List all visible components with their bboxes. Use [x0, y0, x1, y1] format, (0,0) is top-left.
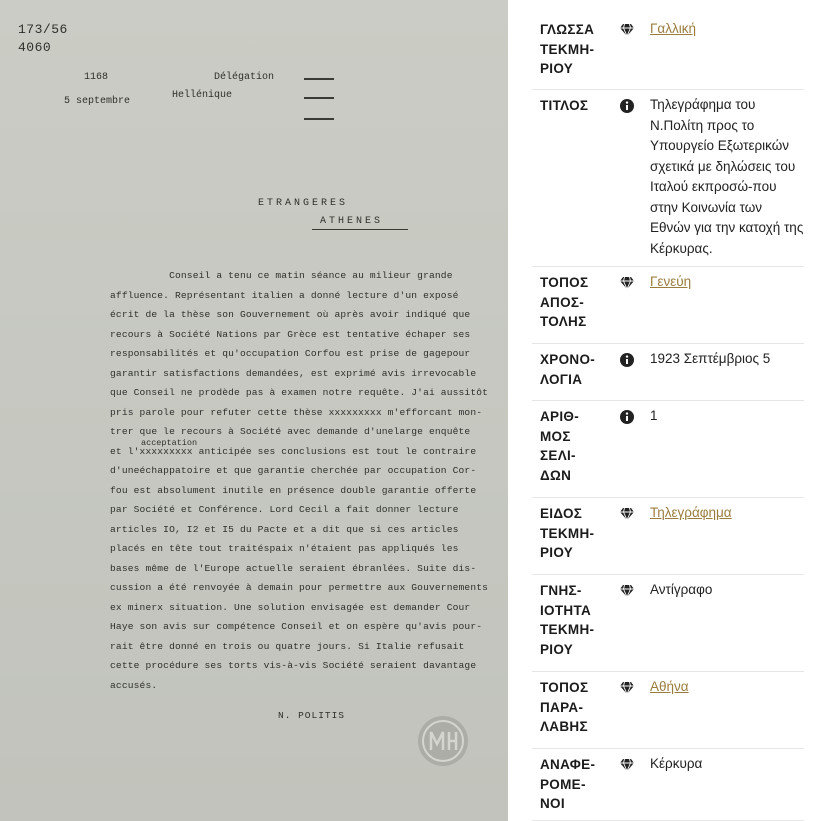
body-line: affluence. Représentant italien a donné lecture d'un exposé: [110, 289, 459, 301]
metadata-row: [532, 401, 804, 498]
metadata-label: ΕΙΔΟΣ ΤΕΚΜΗ- ΡΙΟΥ: [540, 506, 595, 560]
body-line: Haye son avis sur compétence Conseil et on espère qu'avis pour-: [110, 621, 483, 632]
metadata-row: [532, 749, 804, 821]
info-icon: [619, 409, 635, 425]
metadata-row: [532, 498, 804, 575]
metadata-value: 1923 Σεπτέμβριος 5: [650, 351, 771, 366]
body-line: responsabilités et qu'occupation Corfou est prise de gagepour: [110, 348, 471, 359]
body-line: que Conseil ne prodède pas à examen notre requête. J'ai aussitôt: [110, 387, 489, 398]
archive-stamp-icon: [416, 714, 470, 768]
metadata-panel: [508, 0, 814, 821]
metadata-label: ΤΙΤΛΟΣ: [540, 98, 589, 113]
telegram-date: 5 septembre: [64, 96, 131, 107]
metadata-row: [532, 575, 804, 672]
metadata-value-link[interactable]: Γαλλική: [650, 21, 696, 36]
body-line: Conseil a tenu ce matin séance au milieur grande: [110, 270, 453, 281]
metadata-value: Κέρκυρα: [650, 756, 703, 771]
metadata-row: [532, 344, 804, 401]
metadata-label: ΤΟΠΟΣ ΠΑΡΑ- ΛΑΒΗΣ: [540, 680, 589, 734]
body-line: rait être donné en trois ou quatre jours. Si Italie refusait: [110, 640, 465, 652]
metadata-value: 1: [650, 408, 658, 423]
metadata-value: Τηλεγράφημα του Ν.Πολίτη προς το Υπουργείο Εξωτερικών σχετικά με δηλώσεις του Ιταλού εκπροσώ-που στην Κοινωνία των Εθνών για την κατοχή της Κέρκυρας.: [650, 97, 804, 256]
address-line-2: ATHENES: [320, 216, 384, 227]
file-number: 4060: [18, 40, 52, 55]
info-icon: [619, 352, 635, 368]
sender-line-2: Hellénique: [172, 90, 233, 101]
diamond-icon: [619, 275, 635, 291]
metadata-value-link[interactable]: Γενεύη: [650, 274, 692, 289]
address-line-1: ETRANGERES: [258, 198, 349, 209]
sender-line-1: Délégation: [214, 72, 275, 83]
body-line: d'uneéchappatoire et que garantie cherchée par occupation Cor-: [110, 465, 477, 476]
metadata-value-link[interactable]: Τηλεγράφημα: [650, 505, 732, 520]
body-line: cette procédure ses torts vis-à-vis Société seraient davantage: [110, 660, 477, 671]
body-line: par Société et Conférence. Lord Cecil a fait donner lecture: [110, 504, 459, 515]
telegram-number: 1168: [84, 72, 109, 83]
body-line: accusés.: [110, 679, 158, 691]
body-line: écrit de la thèse son Gouvernement où après avoir indiqué que: [110, 309, 471, 320]
body-line: fou est absolument inutile en présence double garantie offerte: [110, 484, 477, 496]
dash-mark: [304, 118, 334, 120]
metadata-value-link[interactable]: Αθήνα: [650, 679, 689, 694]
body-line: trer que le recours à Société avec demande d'unelarge enquête: [110, 426, 471, 437]
info-icon: [619, 98, 635, 114]
dash-mark: [304, 97, 334, 99]
body-line: articles IO, I2 et I5 du Pacte et a dit que si ces articles: [110, 523, 459, 535]
body-line: et l'xxxxxxxxx anticipée ses conclusions est tout le contraire: [110, 445, 477, 457]
metadata-label: ΤΟΠΟΣ ΑΠΟΣ- ΤΟΛΗΣ: [540, 275, 589, 329]
body-line: cussion a été renvoyée à demain pour permettre aux Gouvernements: [110, 582, 489, 593]
diamond-icon: [619, 757, 635, 773]
metadata-label: ΓΝΗΣ- ΙΟΤΗΤΑ ΤΕΚΜΗ- ΡΙΟΥ: [540, 583, 595, 657]
address-underline: [312, 229, 408, 230]
metadata-label: ΑΝΑΦΕ- ΡΟΜΕ- ΝΟΙ: [540, 757, 596, 811]
dash-mark: [304, 78, 334, 80]
metadata-value: Αντίγραφο: [650, 582, 713, 597]
diamond-icon: [619, 22, 635, 38]
diamond-icon: [619, 506, 635, 522]
body-line: recours à Société Nations par Grèce est tentative échaper ses: [110, 328, 471, 340]
body-line: ex minerx situation. Une solution envisagée est demander Cour: [110, 601, 471, 613]
metadata-row: [532, 90, 804, 267]
body-line: garantir satisfactions demandées, est exprimé avis irrevocable: [110, 367, 477, 379]
body-line: placés en tête tout traitéspaix n'étaient pas appliqués les: [110, 543, 459, 554]
telegram-body: [110, 266, 488, 695]
page-number: 173/56: [18, 22, 68, 37]
metadata-label: ΓΛΩΣΣΑ ΤΕΚΜΗ- ΡΙΟΥ: [540, 22, 595, 76]
metadata-label: ΧΡΟΝΟ- ΛΟΓΙΑ: [540, 352, 596, 387]
body-line: pris parole pour refuter cette thèse xxxxxxxxx m'efforcant mon-: [110, 406, 483, 418]
diamond-icon: [619, 583, 635, 599]
diamond-icon: [619, 680, 635, 696]
metadata-row: [532, 267, 804, 344]
metadata-label: ΑΡΙΘ- ΜΟΣ ΣΕΛΙ- ΔΩΝ: [540, 409, 580, 483]
metadata-row: [532, 672, 804, 749]
metadata-row: [532, 14, 804, 90]
signature: N. POLITIS: [278, 710, 346, 721]
body-line: bases même de l'Europe actuelle seraient ébranlées. Suite dis-: [110, 562, 477, 574]
handwritten-insert: acceptation: [141, 438, 198, 448]
